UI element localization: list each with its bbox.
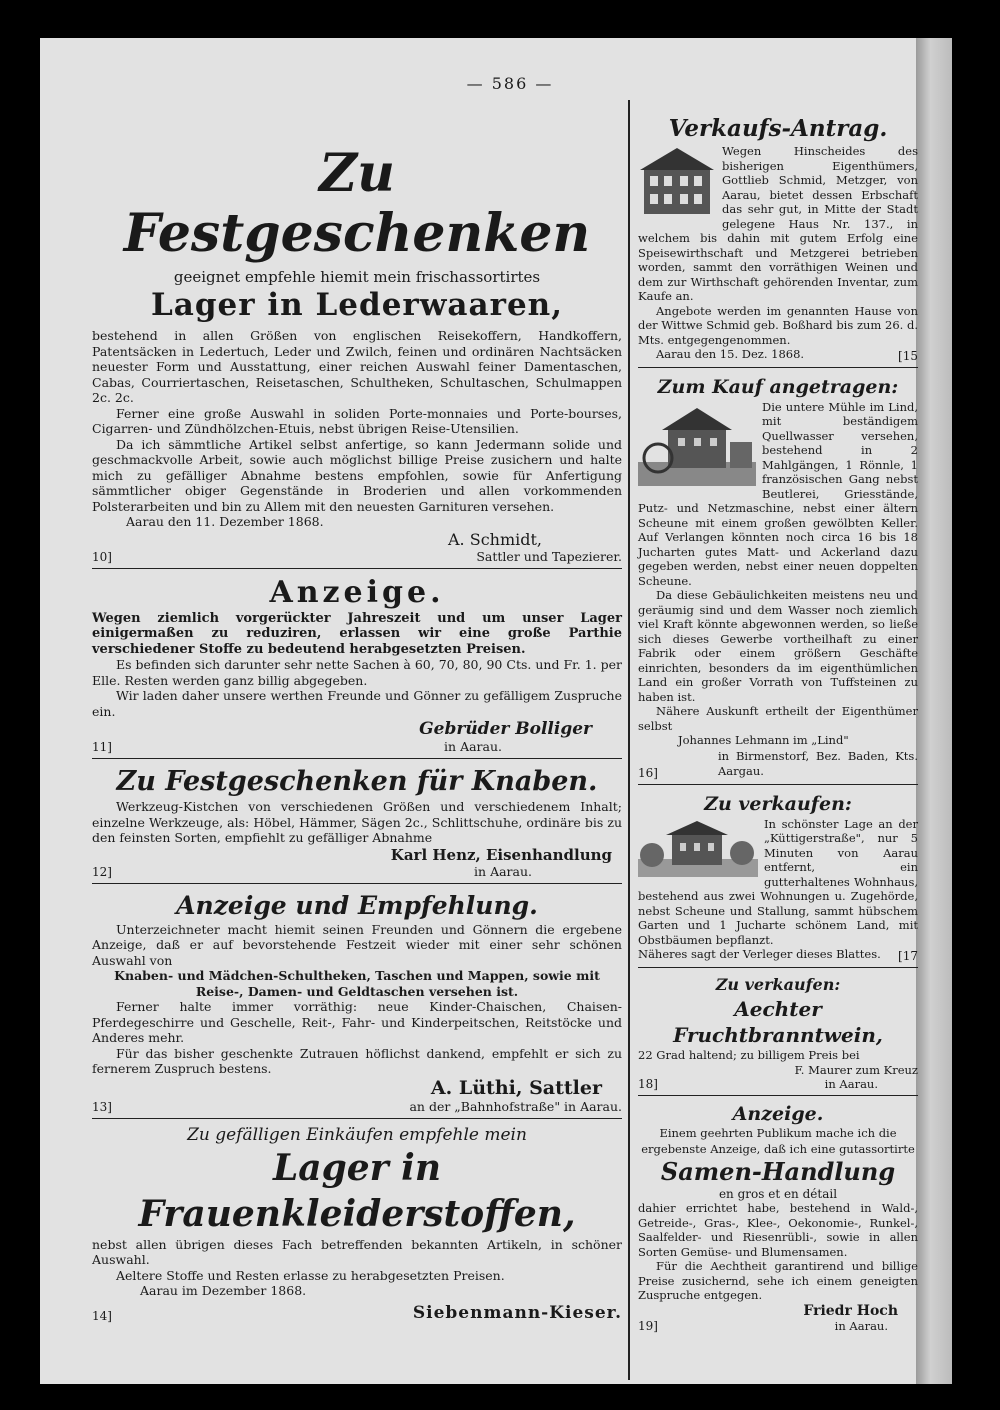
ad-title: Anzeige und Empfehlung. [176, 890, 538, 920]
ad-headline: Aechter Fruchtbranntwein, [673, 996, 883, 1047]
ad-signature-sub: in Aarau. [474, 863, 532, 879]
ad-headline: Lager in Frauenkleiderstoffen, [138, 1146, 576, 1235]
ad-body: In schönster Lage an der „Küttigerstraße", nur 5 Minuten von Aarau entfernt, ein gutterhaltenes Wohnhaus, bestehend aus zwei Wohnungen u. Zugehörde, nebst Scheune und Stallung, sammt hübschem Garten und 1 Jucharte schönem Land, mit Obstbäumen bepflanzt. [638, 816, 918, 947]
ad-fabric-sale [92, 575, 622, 755]
ad-body: Aeltere Stoffe und Resten erlasse zu herabgesetzten Preisen. [116, 1267, 505, 1283]
ad-seed-shop [638, 1102, 918, 1333]
ad-number: 16] [638, 765, 658, 780]
divider [638, 784, 918, 785]
divider [638, 367, 918, 368]
ad-body: Für die Aechtheit garantirend und billige Preise zusichernd, sehe ich einem geneigten Zuspruche entgegen. [638, 1259, 918, 1302]
ad-subtitle: geeignet empfehle hiemit mein frischassortirtes [173, 268, 541, 286]
ad-house-sale [638, 114, 918, 363]
ad-dateline: Aarau im Dezember 1868. [140, 1283, 307, 1298]
ad-title: Zu verkaufen: [715, 974, 841, 994]
ad-gifts-for-boys [92, 765, 622, 879]
page-number: — 586 — [466, 74, 554, 93]
ad-body: Näheres sagt der Verleger dieses Blattes. [638, 947, 881, 961]
right-column [638, 100, 918, 1333]
ad-saddler-luethi [92, 890, 622, 1114]
ad-signature: Siebenmann-Kieser. [412, 1302, 622, 1323]
ad-number: 11] [92, 740, 112, 754]
ad-body: Werkzeug-Kistchen von verschiedenen Größen und verschiedenem Inhalt; einzelne Werkzeuge, als: Höbel, Hämmer, Sägen 2c., Schlittschuhe, ordinäre bis zu den feinsten Sorten, empfiehlt zu gefälliger Abnahme [92, 799, 622, 845]
ad-signature: Johannes Lehmann im „Lind" [678, 733, 849, 747]
ad-title: Anzeige. [269, 574, 445, 610]
ad-subheadline: en gros et en détail [718, 1187, 838, 1201]
ad-signature: A. Schmidt, [448, 529, 542, 549]
divider [92, 758, 622, 759]
ad-body: Angebote werden im genannten Hause von der Wittwe Schmid geb. Boßhard bis zum 26. d. Mts. entgegengenommen. [638, 303, 918, 347]
ad-body: Wir laden daher unsere werthen Freunde und Gönner zu gefälligem Zuspruche ein. [92, 688, 622, 719]
ad-signature-sub: in Birmenstorf, Bez. Baden, Kts. Aargau. [718, 748, 918, 778]
ad-brandy [638, 974, 918, 1092]
ad-signature-sub: in Aarau. [444, 739, 502, 754]
ad-headline: Lager in Lederwaaren, [150, 287, 563, 323]
divider [92, 568, 622, 569]
newspaper-page [40, 38, 952, 1384]
divider [638, 967, 918, 968]
divider [92, 1118, 622, 1119]
ad-number: 14] [92, 1308, 112, 1323]
ad-number: 12] [92, 864, 112, 879]
ad-body: 22 Grad haltend; zu billigem Preis bei [638, 1047, 860, 1062]
ad-number: 18] [638, 1077, 658, 1091]
ad-title: Zu verkaufen: [704, 792, 852, 815]
ad-body: nebst allen übrigen dieses Fach betreffenden bekannten Artikeln, in schöner Auswahl. [92, 1236, 622, 1267]
ad-signature-sub: an der „Bahnhofstraße" in Aarau. [409, 1098, 622, 1114]
ad-body: Unterzeichneter macht hiemit seinen Freunden und Gönnern die ergebene Anzeige, daß er auf bevorstehende Festzeit wieder mit einer sehr schönen Auswahl von [92, 921, 622, 968]
ad-signature-sub: Sattler und Tapezierer. [476, 548, 622, 564]
ad-signature: F. Maurer zum Kreuz [794, 1063, 918, 1077]
house-illustration [638, 146, 716, 216]
ad-body: Da diese Gebäulichkeiten meistens neu und geräumig sind und dem Wasser noch ziemlich viel Kraft könnte abgewonnen werden, so ließe sich dieses Gewerbe vortheilhaft zu einer Fabrik oder einem größern Geschäfte einrichten, besonders da im eigenthümlichen Land ein großer Vorrath von Tuffsteinen zu haben ist. [638, 588, 918, 704]
mill-illustration [638, 402, 756, 486]
ad-number: 19] [638, 1318, 658, 1333]
ad-body: Wegen ziemlich vorgerückter Jahreszeit und um unser Lager einigermaßen zu reduziren, erlassen wir eine große Parthie verschiedener Stoffe zu bedeutend herabgesetzten Preisen. [92, 610, 622, 657]
ad-body: Wegen Hinscheides des bisherigen Eigenthümers, Gottlieb Schmid, Metzger, von Aarau, bietet dessen Erbschaft das sehr gut, in Mitte der Stadt gelegene Haus Nr. 137., in welchem bis dahin mit gutem Erfolg eine Speisewirthschaft und Metzgerei betrieben worden, sammt den vorräthigen Weinen und dem zur Wirthschaft gehörenden Inventar, zum Kaufe an. [638, 144, 918, 303]
ad-mill-sale [638, 374, 918, 780]
ad-dateline: Aarau den 11. Dezember 1868. [126, 514, 324, 529]
ad-signature: Friedr Hoch [803, 1302, 898, 1319]
ad-signature: Karl Henz, Eisenhandlung [390, 845, 612, 864]
ad-signature-sub: in Aarau. [834, 1318, 888, 1333]
ad-headline: Samen-Handlung [660, 1157, 896, 1186]
divider [638, 1095, 918, 1096]
column-divider [628, 100, 630, 1380]
ad-signature: A. Lüthi, Sattler [430, 1076, 602, 1099]
ad-body: bestehend in allen Größen von englischen Reisekoffern, Handkoffern, Patentsäcken in Ledertuch, Leder und Zwilch, feinen und ordinären Nachtsäcken neuester Form und Ausstattung, einer reichen Auswahl feiner Damentaschen, Cabas, Courriertaschen, Reisetaschen, Schultheken, Schultaschen, Schulmappen 2c. 2c. [92, 328, 622, 405]
ad-body: Knaben- und Mädchen-Schultheken, Taschen und Mappen, sowie mit Reise-, Damen- und Geldtaschen versehen ist. [114, 968, 600, 999]
ad-body: Für das bisher geschenkte Zutrauen höflichst dankend, empfehlt er sich zu fernerem Zuspruch bestens. [92, 1045, 622, 1076]
ad-body: Nähere Auskunft ertheilt der Eigenthümer selbst [638, 704, 918, 733]
ad-number: 13] [92, 1099, 112, 1114]
ad-body: Da ich sämmtliche Artikel selbst anfertige, so kann Jedermann solide und geschmackvolle Arbeit, sowie auch möglichst billige Preise zusichern und halte mich zu gefälliger Abnahme bestens empfohlen, sowie für Anfertigung sämmtlicher obiger Gegenstände in Broderien und allen vorkommenden Polsterarbeiten und bin zu Allem mit den neuesten Garnituren versehen. [92, 436, 622, 514]
ad-dateline: Aarau den 15. Dez. 1868. [656, 347, 805, 361]
ad-title: Zu Festgeschenken für Knaben. [116, 766, 598, 797]
left-column [92, 100, 622, 1323]
ad-signature: Gebrüder Bolliger [419, 719, 592, 739]
ad-title: Zu Festgeschenken [123, 143, 591, 264]
villa-illustration [638, 819, 758, 877]
ad-title: Zum Kauf angetragen: [657, 375, 899, 398]
ad-title: Verkaufs-Antrag. [668, 115, 888, 142]
ad-number: 10] [92, 549, 112, 564]
ad-title: Anzeige. [732, 1103, 824, 1125]
ad-body: Einem geehrten Publikum mache ich die ergebenste Anzeige, daß ich eine gutassortirte [641, 1126, 915, 1156]
ad-title: Zu gefälligen Einkäufen empfehle mein [187, 1124, 527, 1145]
ad-signature-sub: in Aarau. [824, 1077, 878, 1091]
page-edge [916, 38, 952, 1384]
ad-leather-goods [92, 144, 622, 564]
ad-number: [17 [898, 948, 918, 963]
ad-body: Ferner eine große Auswahl in soliden Porte-monnaies und Porte-bourses, Cigarren- und Zündhölzchen-Etuis, nebst übrigen Reise-Utensilien. [92, 405, 622, 436]
ad-body: Die untere Mühle im Lind, mit beständigem Quellwasser versehen, bestehend in 2 Mahlgängen, 1 Rönnle, 1 französischen Gang nebst Beutlerei, Griesstände, Putz- und Netzmaschine, nebst einer ältern Scheune mit einem großen gewölbten Keller. Auf Verlangen könnten noch circa 16 bis 18 Jucharten gutes Matt- und Ackerland dazu gegeben werden, nebst einer neuen doppelten Scheune. [638, 399, 918, 588]
ad-body: Ferner halte immer vorräthig: neue Kinder-Chaischen, Chaisen-Pferdegeschirre und Geschelle, Reit-, Fahr- und Kinderpeitschen, Reitstöcke und Anderes mehr. [92, 999, 622, 1045]
ad-residence-sale [638, 791, 918, 963]
ad-body: Es befinden sich darunter sehr nette Sachen à 60, 70, 80, 90 Cts. und Fr. 1. per Elle. Resten werden ganz billig abgegeben. [92, 657, 622, 688]
ad-womens-fabrics [92, 1125, 622, 1323]
divider [92, 883, 622, 884]
ad-number: [15 [898, 348, 918, 363]
ad-body: dahier errichtet habe, bestehend in Wald-, Getreide-, Gras-, Klee-, Oekonomie-, Runkel-, Saalfelder- und Riesenrübli-, sowie in allen Sorten Gemüse- und Blumensamen. [638, 1201, 918, 1259]
